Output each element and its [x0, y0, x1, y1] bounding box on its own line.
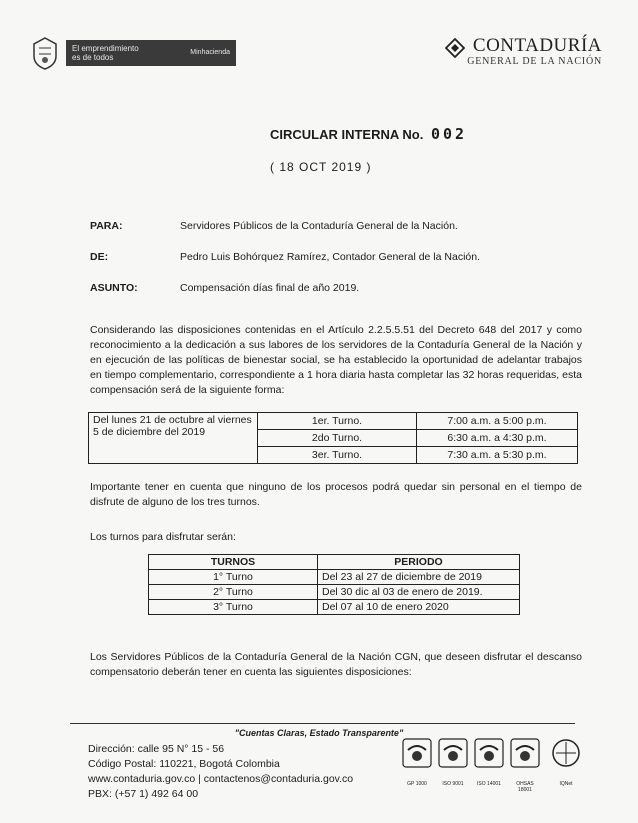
- period-cell: Del 07 al 10 de enero 2020: [318, 600, 520, 615]
- postal-line: Código Postal: 110221, Bogotá Colombia: [88, 758, 280, 770]
- cert-ohsas18001-icon: [510, 738, 540, 793]
- circular-label: CIRCULAR INTERNA No.: [270, 127, 424, 142]
- cert-label: OHSAS 18001: [516, 781, 534, 793]
- body-paragraph-3: Los turnos para disfrutar serán:: [90, 531, 236, 543]
- turn-cell: 2do Turno.: [258, 430, 417, 447]
- cert-label: IQNet: [559, 781, 573, 787]
- shift-schedule-table: [88, 412, 578, 464]
- meta-label: ASUNTO:: [90, 282, 138, 294]
- address-line: Dirección: calle 95 N° 15 - 56: [88, 743, 225, 755]
- body-paragraph-4: Los Servidores Públicos de la Contaduría General de la Nación CGN, que deseen disfrutar el descanso compensatorio deberán tener en cuenta las siguientes disposiciones:: [90, 651, 582, 678]
- footer-divider: [70, 723, 575, 724]
- hours-cell: 7:00 a.m. a 5:00 p.m.: [417, 413, 578, 430]
- meta-value: Servidores Públicos de la Contaduría General de la Nación.: [180, 220, 458, 232]
- table-header-row: [149, 555, 520, 570]
- meta-value: Pedro Luis Bohórquez Ramírez, Contador General de la Nación.: [180, 251, 480, 263]
- period-cell: Del 23 al 27 de diciembre de 2019: [318, 570, 520, 585]
- letterhead: [30, 34, 610, 74]
- circular-number: 002: [430, 125, 468, 143]
- body-paragraph-1: Considerando las disposiciones contenidas en el Artículo 2.2.5.5.51 del Decreto 648 del 2017 y como reconocimiento a la dedicación a sus labores de los servidores de la Contaduría General de la Nación y en ejecución de las políticas de bienestar social, se ha establecido la oportunidad de adelantar trabajos en tiempo complementario, correspondiente a 1 hora diaria hasta completar las 32 horas requeridas, esta compensación será de la siguiente forma:: [90, 324, 582, 396]
- contact-block: [88, 742, 353, 802]
- cert-label: ISO 14001: [477, 781, 501, 787]
- table-row: [89, 413, 578, 430]
- table-row: [149, 585, 520, 600]
- cert-gp1000-icon: [402, 738, 432, 787]
- cgn-logo-icon: [445, 38, 465, 58]
- brand-logo-block: [467, 36, 602, 67]
- cert-iqnet-icon: [546, 738, 586, 787]
- certification-logos: [402, 738, 592, 808]
- periods-table: [148, 554, 520, 615]
- circular-title: [270, 125, 467, 143]
- cert-label: ISO 9001: [442, 781, 464, 787]
- ministry-label: Minhacienda: [190, 49, 230, 56]
- meta-label: PARA:: [90, 220, 123, 232]
- column-header: TURNOS: [149, 555, 318, 570]
- column-header: PERIODO: [318, 555, 520, 570]
- turn-cell: 3er. Turno.: [258, 447, 417, 464]
- brand-subtitle: GENERAL DE LA NACIÓN: [467, 56, 602, 67]
- circular-date: ( 18 OCT 2019 ): [270, 160, 372, 174]
- hours-cell: 7:30 a.m. a 5:30 p.m.: [417, 447, 578, 464]
- table-row: [149, 600, 520, 615]
- coat-of-arms-icon: [30, 36, 60, 70]
- table-row: [149, 570, 520, 585]
- banner-line-1: El emprendimiento: [72, 44, 139, 53]
- phone-line: PBX: (+57 1) 492 64 00: [88, 788, 199, 800]
- meta-value: Compensación días final de año 2019.: [180, 282, 360, 294]
- period-cell: Del 30 dic al 03 de enero de 2019.: [318, 585, 520, 600]
- government-banner: [66, 40, 236, 66]
- turn-cell: 1er. Turno.: [258, 413, 417, 430]
- cert-iso9001-icon: [438, 738, 468, 787]
- turn-cell: 1° Turno: [149, 570, 318, 585]
- cert-label: GP 1000: [407, 781, 427, 787]
- turn-cell: 2° Turno: [149, 585, 318, 600]
- turn-cell: 3° Turno: [149, 600, 318, 615]
- date-range-cell: Del lunes 21 de octubre al viernes 5 de diciembre del 2019: [89, 413, 258, 464]
- meta-label: DE:: [90, 251, 109, 263]
- web-email-line: www.contaduria.gov.co | contactenos@contaduria.gov.co: [88, 773, 354, 785]
- cert-iso14001-icon: [474, 738, 504, 787]
- banner-line-2: es de todos: [72, 53, 114, 62]
- footer-slogan: "Cuentas Claras, Estado Transparente": [234, 728, 404, 738]
- hours-cell: 6:30 a.m. a 4:30 p.m.: [417, 430, 578, 447]
- body-paragraph-2: Importante tener en cuenta que ninguno de los procesos podrá quedar sin personal en el tiempo de disfrute de alguno de los tres turnos.: [90, 481, 582, 508]
- brand-name: CONTADURÍA: [472, 35, 602, 56]
